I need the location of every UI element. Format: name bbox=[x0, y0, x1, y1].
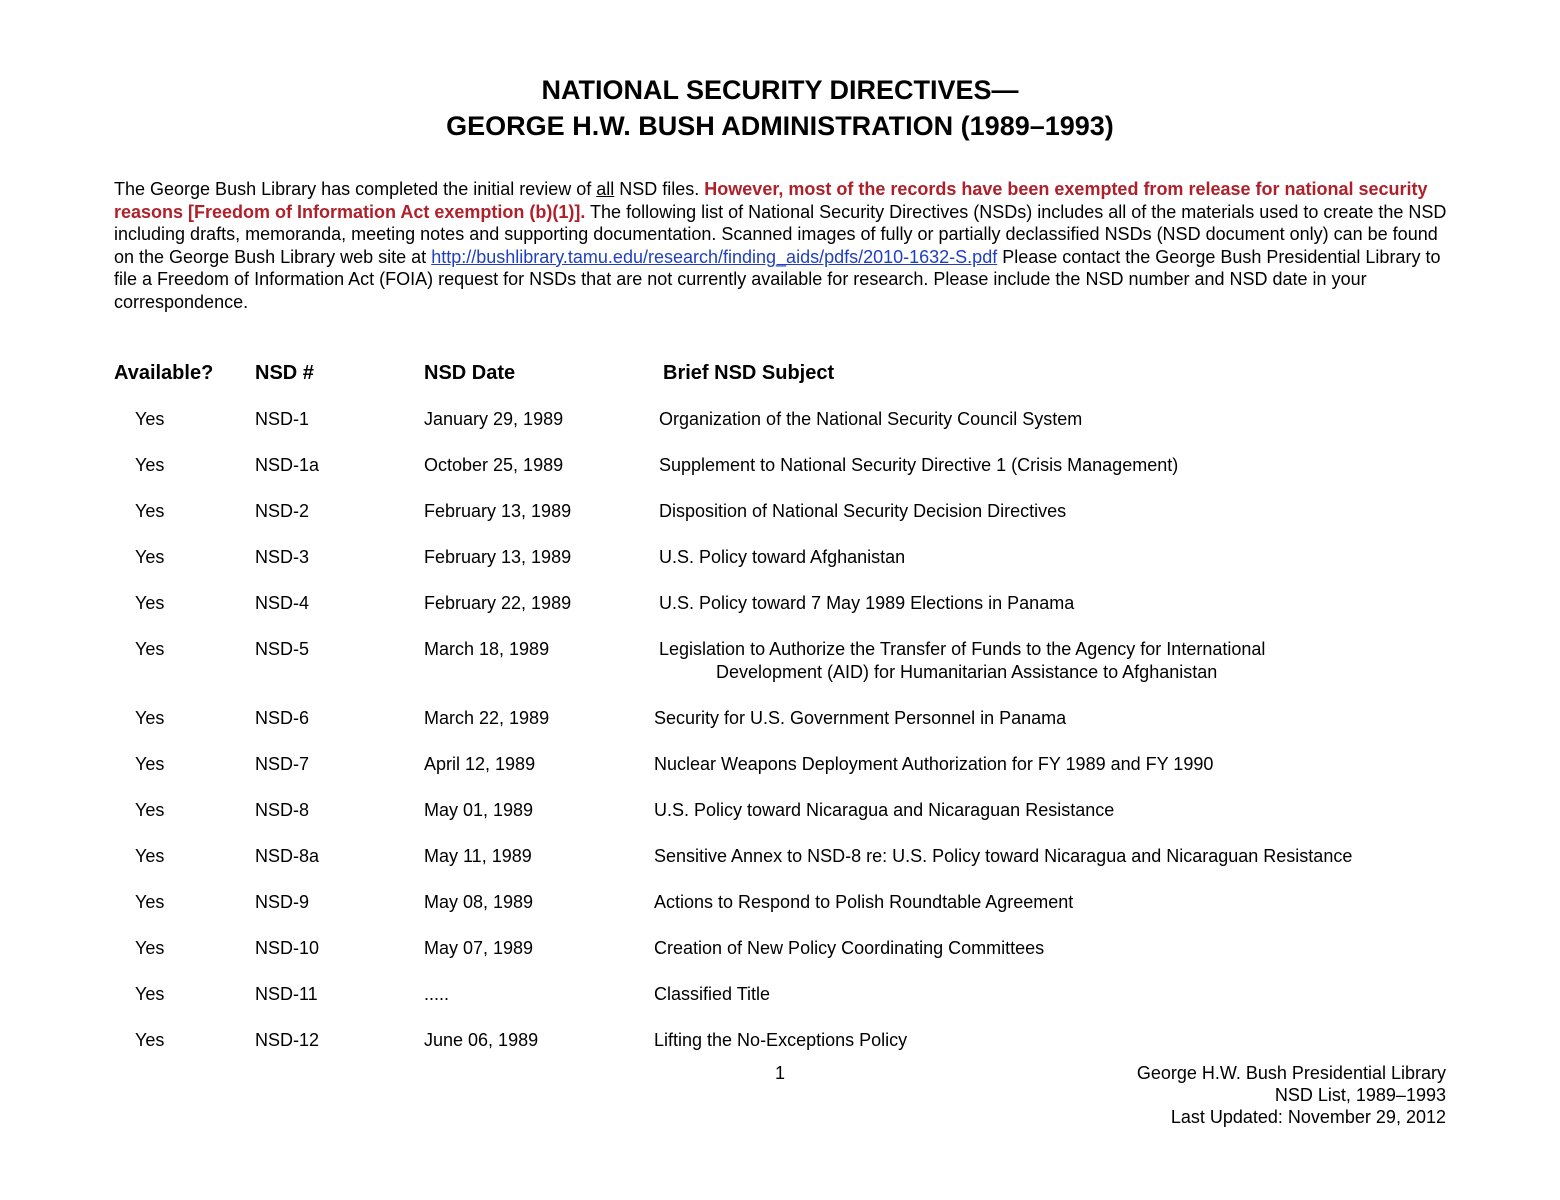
cell-available: Yes bbox=[135, 409, 165, 429]
cell-subject: Disposition of National Security Decision Directives bbox=[659, 501, 1067, 521]
cell-nsd-number: NSD-1a bbox=[255, 455, 320, 475]
cell-available: Yes bbox=[135, 846, 165, 866]
cell-nsd-number: NSD-2 bbox=[255, 501, 310, 521]
cell-nsd-date: February 22, 1989 bbox=[424, 593, 572, 613]
cell-subject: Security for U.S. Government Personnel in Panama bbox=[654, 708, 1067, 728]
footer-library: George H.W. Bush Presidential Library bbox=[1136, 1063, 1446, 1083]
cell-subject: Actions to Respond to Polish Roundtable Agreement bbox=[654, 892, 1074, 912]
cell-subject: Organization of the National Security Council System bbox=[659, 409, 1083, 429]
cell-nsd-date: October 25, 1989 bbox=[424, 455, 564, 475]
cell-available: Yes bbox=[135, 593, 165, 613]
cell-available: Yes bbox=[135, 639, 165, 659]
table-row bbox=[0, 937, 1560, 983]
cell-available: Yes bbox=[135, 455, 165, 475]
cell-subject: U.S. Policy toward Nicaragua and Nicaraguan Resistance bbox=[654, 800, 1115, 820]
footer-last-updated: Last Updated: November 29, 2012 bbox=[1170, 1107, 1446, 1127]
page-title-line-1: NATIONAL SECURITY DIRECTIVES— bbox=[541, 75, 1019, 105]
cell-available: Yes bbox=[135, 547, 165, 567]
cell-nsd-date: June 06, 1989 bbox=[424, 1030, 539, 1050]
cell-nsd-date: May 01, 1989 bbox=[424, 800, 534, 820]
cell-available: Yes bbox=[135, 754, 165, 774]
header-available: Available? bbox=[114, 362, 214, 384]
cell-nsd-number: NSD-6 bbox=[255, 708, 310, 728]
cell-nsd-date: ..... bbox=[424, 984, 450, 1004]
cell-subject: Sensitive Annex to NSD-8 re: U.S. Policy toward Nicaragua and Nicaraguan Resistance bbox=[654, 846, 1353, 866]
footer-list-name: NSD List, 1989–1993 bbox=[1274, 1085, 1446, 1105]
cell-nsd-date: May 11, 1989 bbox=[424, 846, 532, 866]
cell-subject-continued: Development (AID) for Humanitarian Assistance to Afghanistan bbox=[716, 661, 1218, 682]
intro-paragraph bbox=[114, 178, 1450, 314]
cell-nsd-number: NSD-1 bbox=[255, 409, 310, 429]
cell-nsd-date: February 13, 1989 bbox=[424, 547, 572, 567]
cell-nsd-number: NSD-12 bbox=[255, 1030, 320, 1050]
table-row bbox=[0, 707, 1560, 753]
table-row bbox=[0, 592, 1560, 638]
cell-available: Yes bbox=[135, 938, 165, 958]
cell-subject: Legislation to Authorize the Transfer of Funds to the Agency for International bbox=[659, 639, 1266, 659]
intro-text-4: Please contact the George Bush Presidential Library to file a Freedom of Information Act (FOIA) request for NSDs that are not currently available for research. Please include the NSD number and NSD date in your correspondence. bbox=[114, 246, 1441, 312]
intro-underlined-word: all bbox=[596, 179, 615, 199]
cell-subject: U.S. Policy toward Afghanistan bbox=[659, 547, 906, 567]
table-row bbox=[0, 546, 1560, 592]
table-row bbox=[0, 753, 1560, 799]
cell-nsd-number: NSD-8a bbox=[255, 846, 320, 866]
table-row bbox=[0, 799, 1560, 845]
cell-nsd-number: NSD-4 bbox=[255, 593, 310, 613]
cell-nsd-date: February 13, 1989 bbox=[424, 501, 572, 521]
header-subject: Brief NSD Subject bbox=[663, 362, 835, 384]
cell-subject: Lifting the No-Exceptions Policy bbox=[654, 1030, 908, 1050]
cell-nsd-number: NSD-9 bbox=[255, 892, 310, 912]
intro-text-1: The George Bush Library has completed the initial review of bbox=[114, 179, 597, 199]
header-nsd-number: NSD # bbox=[255, 362, 314, 384]
table-row bbox=[0, 891, 1560, 937]
cell-subject: U.S. Policy toward 7 May 1989 Elections in Panama bbox=[659, 593, 1075, 613]
header-nsd-date: NSD Date bbox=[424, 362, 516, 384]
cell-nsd-number: NSD-7 bbox=[255, 754, 310, 774]
table-row bbox=[0, 454, 1560, 500]
table-row bbox=[0, 408, 1560, 454]
page-number: 1 bbox=[775, 1063, 786, 1083]
cell-subject: Nuclear Weapons Deployment Authorization for FY 1989 and FY 1990 bbox=[654, 754, 1214, 774]
cell-nsd-date: May 07, 1989 bbox=[424, 938, 534, 958]
cell-subject: Classified Title bbox=[654, 984, 771, 1004]
cell-nsd-number: NSD-5 bbox=[255, 639, 310, 659]
cell-available: Yes bbox=[135, 892, 165, 912]
table-row bbox=[0, 845, 1560, 891]
page-title-line-2: GEORGE H.W. BUSH ADMINISTRATION (1989–1993) bbox=[446, 111, 1114, 141]
table-row bbox=[0, 500, 1560, 546]
cell-available: Yes bbox=[135, 1030, 165, 1050]
cell-nsd-date: May 08, 1989 bbox=[424, 892, 534, 912]
intro-text-2: NSD files. bbox=[614, 179, 705, 199]
cell-nsd-date: March 18, 1989 bbox=[424, 639, 550, 659]
cell-nsd-date: April 12, 1989 bbox=[424, 754, 536, 774]
table-row bbox=[0, 638, 1560, 684]
cell-nsd-number: NSD-3 bbox=[255, 547, 310, 567]
finding-aid-link[interactable]: http://bushlibrary.tamu.edu/research/finding_aids/pdfs/2010-1632-S.pdf bbox=[431, 246, 998, 267]
cell-subject: Creation of New Policy Coordinating Committees bbox=[654, 938, 1045, 958]
intro-text-3: The following list of National Security Directives (NSDs) includes all of the materials used to create the NSD including drafts, memoranda, meeting notes and supporting documentation. Scanned images of fully or partially declassified NSDs (NSD document only) can be found on the George Bush Library web site at bbox=[114, 201, 1447, 267]
cell-available: Yes bbox=[135, 984, 165, 1004]
cell-available: Yes bbox=[135, 501, 165, 521]
cell-subject: Supplement to National Security Directive 1 (Crisis Management) bbox=[659, 455, 1179, 475]
cell-nsd-number: NSD-11 bbox=[255, 984, 318, 1004]
cell-nsd-number: NSD-10 bbox=[255, 938, 320, 958]
cell-nsd-date: March 22, 1989 bbox=[424, 708, 550, 728]
cell-available: Yes bbox=[135, 800, 165, 820]
cell-nsd-date: January 29, 1989 bbox=[424, 409, 564, 429]
table-row bbox=[0, 983, 1560, 1029]
cell-nsd-number: NSD-8 bbox=[255, 800, 310, 820]
cell-available: Yes bbox=[135, 708, 165, 728]
exemption-notice: However, most of the records have been exempted from release for national security reasons [Freedom of Information Act exemption (b)(1)]. bbox=[114, 179, 1428, 222]
